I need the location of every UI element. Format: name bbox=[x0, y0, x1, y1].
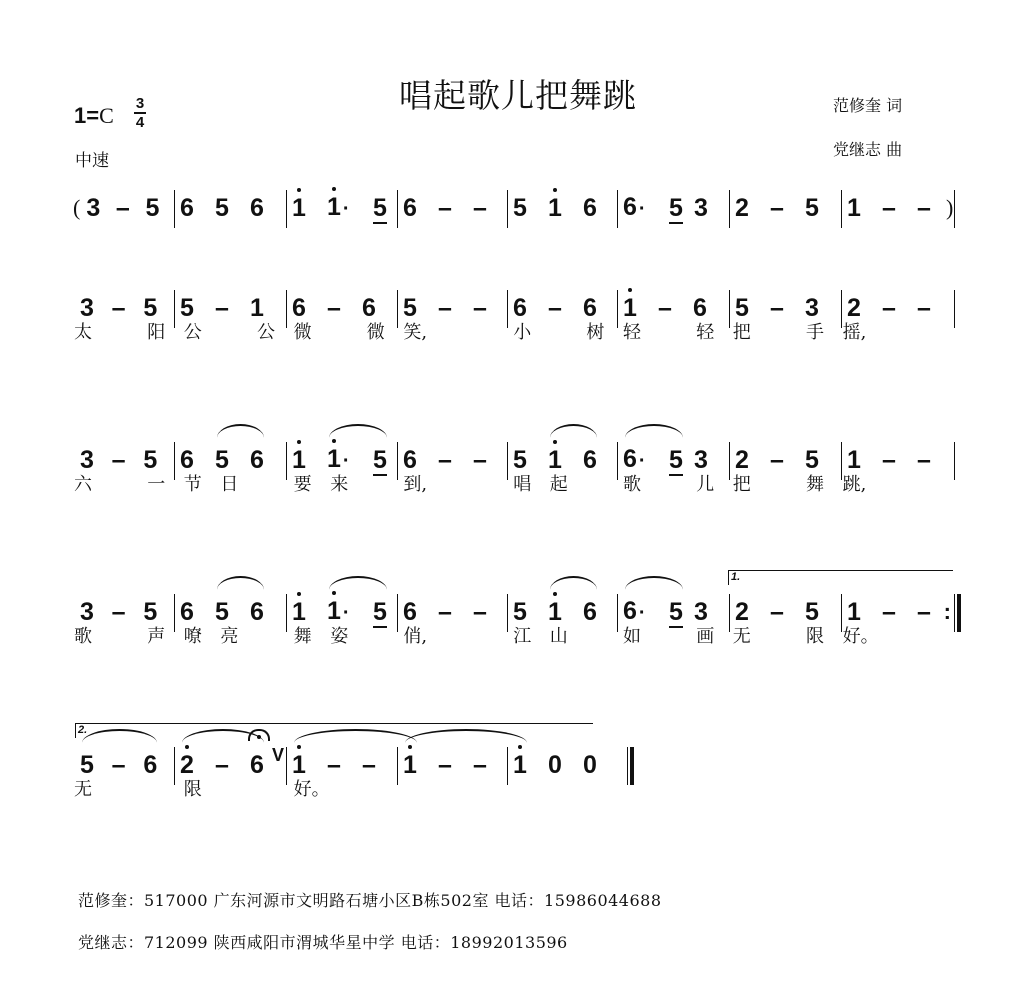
note-digit: 5 bbox=[403, 294, 417, 322]
octave-dot bbox=[628, 288, 632, 292]
note-digit: – bbox=[473, 194, 487, 222]
eighth-underline bbox=[373, 626, 387, 628]
note bbox=[669, 590, 694, 634]
lyric-syllable: 限 bbox=[183, 779, 202, 800]
note-digit: 6 bbox=[583, 194, 597, 222]
note-digit: 6 bbox=[250, 598, 264, 626]
lyric-syllable: 阳 bbox=[147, 322, 166, 343]
note-digit: – bbox=[327, 294, 341, 322]
key-label: 1= bbox=[74, 103, 100, 128]
lyric-syllable: 公 bbox=[183, 322, 202, 343]
octave-dot bbox=[553, 440, 557, 444]
eighth-underline bbox=[669, 474, 683, 476]
note-digit: – bbox=[111, 446, 126, 474]
dash-extension bbox=[112, 438, 144, 482]
dash-extension bbox=[362, 743, 397, 787]
note-digit: 3 bbox=[805, 294, 819, 322]
measure bbox=[730, 186, 842, 230]
dash-extension bbox=[438, 438, 473, 482]
time-bottom: 4 bbox=[135, 114, 145, 131]
note-digit: 5 bbox=[735, 294, 749, 322]
note bbox=[250, 743, 285, 787]
note-digit: – bbox=[770, 446, 784, 474]
note-digit: – bbox=[473, 598, 487, 626]
note-digit: 1 bbox=[623, 294, 637, 322]
note-digit: – bbox=[473, 446, 487, 474]
augmentation-dot: · bbox=[342, 198, 350, 220]
note-digit: 5 bbox=[513, 598, 527, 626]
note bbox=[403, 743, 438, 787]
dash-extension bbox=[327, 743, 362, 787]
note-digit: – bbox=[362, 751, 376, 779]
note bbox=[669, 186, 694, 230]
dash-extension bbox=[112, 590, 144, 634]
lyric-syllable: 树 bbox=[586, 322, 605, 343]
note-digit: 6 bbox=[403, 194, 417, 222]
note bbox=[373, 438, 398, 482]
octave-dot bbox=[332, 187, 336, 191]
note-digit: 2 bbox=[735, 598, 749, 626]
note-digit: 5 bbox=[669, 598, 683, 626]
dash-extension bbox=[770, 590, 805, 634]
breath-mark: V bbox=[272, 745, 285, 765]
slur-arc bbox=[550, 424, 597, 438]
measure bbox=[508, 743, 628, 787]
note-digit: 6 bbox=[362, 294, 376, 322]
slur-arc bbox=[217, 576, 264, 590]
eighth-underline bbox=[373, 222, 387, 224]
note-digit: 1 bbox=[327, 445, 341, 473]
note-digit: – bbox=[111, 751, 126, 779]
note bbox=[373, 590, 398, 634]
lyric-syllable: 画 bbox=[696, 626, 715, 647]
note-digit: 5 bbox=[805, 446, 819, 474]
song-title: 唱起歌儿把舞跳 bbox=[399, 76, 637, 115]
note bbox=[583, 438, 618, 482]
note bbox=[623, 185, 669, 231]
note-digit: 6 bbox=[583, 446, 597, 474]
note-digit: 1 bbox=[292, 446, 306, 474]
time-top: 3 bbox=[135, 95, 145, 112]
note-digit: 6 bbox=[583, 294, 597, 322]
repeat-sign: : bbox=[943, 599, 951, 624]
slur-arc bbox=[625, 424, 683, 438]
note-digit: 2 bbox=[735, 194, 749, 222]
note-digit: 3 bbox=[694, 446, 708, 474]
note-digit: 5 bbox=[513, 446, 527, 474]
note-digit: 5 bbox=[373, 194, 387, 222]
note bbox=[292, 186, 327, 230]
slur-arc bbox=[217, 424, 264, 438]
note-digit: 1 bbox=[513, 751, 527, 779]
open-paren: ( bbox=[73, 195, 81, 220]
dash-extension bbox=[438, 286, 473, 330]
note-digit: – bbox=[115, 194, 130, 222]
dash-extension bbox=[770, 438, 805, 482]
lyric-syllable: 轻 bbox=[623, 322, 641, 343]
note-digit: 5 bbox=[143, 598, 158, 626]
augmentation-dot: · bbox=[638, 198, 646, 220]
note-digit: – bbox=[473, 294, 487, 322]
barline bbox=[954, 442, 956, 480]
note-digit: 3 bbox=[80, 446, 94, 474]
lyricist-credit: 范修奎 词 bbox=[833, 96, 903, 115]
close-paren: ) bbox=[946, 195, 954, 220]
dash-extension bbox=[473, 590, 508, 634]
note-digit: 6 bbox=[180, 446, 194, 474]
note-digit: 5 bbox=[143, 446, 158, 474]
octave-dot bbox=[297, 440, 301, 444]
note-digit: 5 bbox=[215, 194, 229, 222]
dash-extension bbox=[882, 186, 917, 230]
note-digit: – bbox=[438, 446, 452, 474]
lyric-syllable: 山 bbox=[549, 626, 568, 647]
augmentation-dot: · bbox=[342, 450, 350, 472]
lyric-syllable: 轻 bbox=[696, 322, 715, 343]
note-digit: – bbox=[882, 294, 896, 322]
lyric-syllable: 嘹 bbox=[183, 626, 202, 647]
note-digit: – bbox=[770, 194, 784, 222]
lyric-syllable: 节 bbox=[183, 474, 202, 495]
measure bbox=[287, 186, 398, 230]
note bbox=[513, 743, 548, 787]
note-digit: 6 bbox=[623, 597, 637, 625]
note bbox=[86, 186, 116, 230]
lyric-syllable: 跳, bbox=[842, 474, 867, 495]
dash-extension bbox=[438, 186, 473, 230]
note-digit: – bbox=[327, 751, 341, 779]
dash-extension bbox=[770, 186, 805, 230]
dash-extension bbox=[112, 286, 144, 330]
note-digit: 6 bbox=[403, 446, 417, 474]
note-digit: – bbox=[111, 598, 126, 626]
score-line bbox=[75, 743, 628, 787]
measure bbox=[68, 186, 175, 230]
dash-extension bbox=[473, 186, 508, 230]
note-digit: – bbox=[917, 294, 931, 322]
note-digit: 6 bbox=[623, 445, 637, 473]
dash-extension bbox=[473, 743, 508, 787]
lyric-syllable: 小 bbox=[513, 322, 532, 343]
key-signature bbox=[74, 103, 114, 129]
note-digit: 6 bbox=[583, 598, 597, 626]
note bbox=[548, 743, 583, 787]
augmentation-dot: · bbox=[638, 602, 646, 624]
note-digit: 6 bbox=[180, 194, 194, 222]
note-digit: 5 bbox=[215, 598, 229, 626]
note-digit: 1 bbox=[548, 446, 562, 474]
lyric-syllable: 太 bbox=[74, 322, 92, 343]
note-digit: 6 bbox=[623, 193, 637, 221]
lyric-syllable: 公 bbox=[257, 322, 275, 343]
note-digit: 3 bbox=[694, 598, 708, 626]
note-digit: – bbox=[917, 446, 931, 474]
note-digit: 6 bbox=[180, 598, 194, 626]
note bbox=[250, 438, 285, 482]
note bbox=[694, 186, 729, 230]
note-digit: – bbox=[882, 446, 896, 474]
score-line bbox=[68, 186, 955, 230]
barline bbox=[954, 190, 956, 228]
note bbox=[403, 186, 438, 230]
lyric-syllable: 亮 bbox=[220, 626, 239, 647]
note-digit: 2 bbox=[847, 294, 861, 322]
note-digit: – bbox=[917, 194, 931, 222]
note-digit: – bbox=[438, 194, 452, 222]
note-digit: 3 bbox=[80, 598, 94, 626]
octave-dot bbox=[553, 592, 557, 596]
footer-contact-composer: 党继志：712099 陕西咸阳市渭城华星中学 电话：18992013596 bbox=[78, 933, 568, 952]
lyric-syllable: 舞 bbox=[293, 626, 312, 647]
note-digit: 3 bbox=[694, 194, 708, 222]
note bbox=[327, 185, 373, 231]
lyric-syllable: 微 bbox=[366, 322, 385, 343]
note-digit: 5 bbox=[805, 194, 819, 222]
note-digit: 2 bbox=[180, 751, 194, 779]
note-digit: – bbox=[438, 598, 452, 626]
note-digit: 1 bbox=[327, 597, 341, 625]
note-digit: 5 bbox=[145, 194, 160, 222]
lyric-syllable: 歌 bbox=[623, 474, 641, 495]
note-digit: – bbox=[548, 294, 562, 322]
note-digit: – bbox=[882, 194, 896, 222]
octave-dot bbox=[518, 745, 522, 749]
lyric-syllable: 微 bbox=[293, 322, 312, 343]
measure bbox=[508, 186, 618, 230]
lyric-syllable: 好。 bbox=[293, 779, 330, 800]
slur-arc bbox=[550, 576, 597, 590]
dash-extension bbox=[215, 743, 250, 787]
note-digit: 1 bbox=[548, 194, 562, 222]
note-digit: 5 bbox=[513, 194, 527, 222]
dash-extension bbox=[917, 186, 952, 230]
note bbox=[735, 186, 770, 230]
note-digit: 6 bbox=[693, 294, 707, 322]
dash-extension bbox=[215, 286, 250, 330]
dash-extension bbox=[770, 286, 805, 330]
augmentation-dot: · bbox=[638, 450, 646, 472]
dash-extension bbox=[882, 286, 917, 330]
measure bbox=[398, 743, 508, 787]
note-digit: 6 bbox=[403, 598, 417, 626]
lyric-syllable: 日 bbox=[220, 474, 239, 495]
measure bbox=[175, 186, 287, 230]
lyric-syllable: 俏, bbox=[403, 626, 428, 647]
note-digit: 1 bbox=[847, 598, 861, 626]
octave-dot bbox=[297, 592, 301, 596]
octave-dot bbox=[332, 591, 336, 595]
octave-dot bbox=[297, 745, 301, 749]
eighth-underline bbox=[669, 222, 683, 224]
note-digit: 3 bbox=[80, 294, 94, 322]
measure bbox=[398, 186, 508, 230]
repeat-barline bbox=[957, 594, 961, 632]
dash-extension bbox=[473, 438, 508, 482]
note-digit: 6 bbox=[250, 194, 264, 222]
footer-contact-lyricist: 范修奎：517000 广东河源市文明路石塘小区B栋502室 电话：15986044688 bbox=[78, 891, 662, 910]
slur-arc bbox=[625, 576, 683, 590]
note-digit: 6 bbox=[143, 751, 158, 779]
lyric-syllable: 限 bbox=[806, 626, 824, 647]
note-digit: 6 bbox=[250, 751, 264, 779]
note-digit: 5 bbox=[373, 598, 387, 626]
lyric-syllable: 要 bbox=[293, 474, 312, 495]
note-digit: 1 bbox=[403, 751, 417, 779]
note-digit: 1 bbox=[847, 194, 861, 222]
dash-extension bbox=[917, 438, 952, 482]
lyric-syllable: 姿 bbox=[330, 626, 349, 647]
note-digit: 5 bbox=[373, 446, 387, 474]
octave-dot bbox=[297, 188, 301, 192]
note-digit: 5 bbox=[180, 294, 194, 322]
note-digit: – bbox=[917, 598, 931, 626]
dash-extension bbox=[112, 743, 144, 787]
note-digit: 6 bbox=[513, 294, 527, 322]
volta-bracket: 2. bbox=[75, 723, 593, 738]
note-digit: – bbox=[111, 294, 126, 322]
note bbox=[145, 186, 175, 230]
lyric-syllable: 无 bbox=[732, 626, 751, 647]
note bbox=[583, 590, 618, 634]
key-letter: C bbox=[99, 103, 114, 128]
note bbox=[583, 186, 618, 230]
dash-extension bbox=[116, 186, 146, 230]
note-digit: – bbox=[770, 598, 784, 626]
note-digit: – bbox=[438, 294, 452, 322]
note-digit: 1 bbox=[292, 751, 306, 779]
note-digit: 5 bbox=[669, 446, 683, 474]
note-digit: 5 bbox=[143, 294, 158, 322]
note bbox=[847, 186, 882, 230]
note bbox=[373, 186, 398, 230]
lyric-syllable: 笑, bbox=[403, 322, 428, 343]
dash-extension bbox=[438, 743, 473, 787]
note bbox=[250, 186, 285, 230]
final-barline bbox=[630, 747, 634, 785]
barline bbox=[627, 747, 629, 785]
note bbox=[583, 743, 618, 787]
note-digit: – bbox=[770, 294, 784, 322]
slur-arc bbox=[329, 576, 387, 590]
lyric-syllable: 歌 bbox=[74, 626, 92, 647]
dash-extension bbox=[882, 590, 917, 634]
note-digit: 1 bbox=[292, 194, 306, 222]
note-digit: 5 bbox=[669, 194, 683, 222]
lyric-syllable: 好。 bbox=[842, 626, 879, 647]
slur-arc bbox=[329, 424, 387, 438]
measure bbox=[618, 186, 730, 230]
note-digit: – bbox=[215, 294, 229, 322]
note bbox=[215, 186, 250, 230]
note bbox=[143, 743, 175, 787]
note bbox=[805, 186, 840, 230]
octave-dot bbox=[408, 745, 412, 749]
lyric-syllable: 六 bbox=[74, 474, 92, 495]
lyric-syllable: 一 bbox=[147, 474, 166, 495]
time-signature bbox=[134, 95, 146, 131]
tempo-marking: 中速 bbox=[75, 151, 109, 171]
dash-extension bbox=[548, 286, 583, 330]
dash-extension bbox=[917, 286, 952, 330]
eighth-underline bbox=[669, 626, 683, 628]
lyric-syllable: 把 bbox=[732, 322, 751, 343]
dash-extension bbox=[438, 590, 473, 634]
note-digit: 5 bbox=[805, 598, 819, 626]
note-digit: 6 bbox=[292, 294, 306, 322]
note-digit: – bbox=[882, 598, 896, 626]
lyric-syllable: 把 bbox=[732, 474, 751, 495]
measure bbox=[842, 186, 955, 230]
note-digit: – bbox=[215, 751, 229, 779]
lyric-syllable: 如 bbox=[623, 626, 641, 647]
note-digit: 5 bbox=[215, 446, 229, 474]
dash-extension bbox=[327, 286, 362, 330]
note-digit: 2 bbox=[735, 446, 749, 474]
dash-extension bbox=[882, 438, 917, 482]
lyric-syllable: 江 bbox=[513, 626, 532, 647]
note-digit: – bbox=[473, 751, 487, 779]
lyric-syllable: 来 bbox=[330, 474, 349, 495]
note-digit: 1 bbox=[847, 446, 861, 474]
octave-dot bbox=[553, 188, 557, 192]
note-digit: 1 bbox=[250, 294, 264, 322]
note bbox=[669, 438, 694, 482]
note-digit: 1 bbox=[548, 598, 562, 626]
lyric-syllable: 起 bbox=[549, 474, 568, 495]
lyric-syllable: 声 bbox=[147, 626, 166, 647]
note-digit: 0 bbox=[583, 751, 597, 779]
lyric-syllable: 无 bbox=[74, 779, 92, 800]
note-digit: – bbox=[438, 751, 452, 779]
lyric-syllable: 儿 bbox=[696, 474, 715, 495]
composer-credit: 党继志 曲 bbox=[833, 140, 903, 159]
augmentation-dot: · bbox=[342, 602, 350, 624]
eighth-underline bbox=[373, 474, 387, 476]
octave-dot bbox=[332, 439, 336, 443]
note-digit: 5 bbox=[80, 751, 94, 779]
note-digit: 3 bbox=[86, 194, 101, 222]
dash-extension bbox=[658, 286, 693, 330]
octave-dot bbox=[185, 745, 189, 749]
note bbox=[180, 186, 215, 230]
volta-bracket: 1. bbox=[728, 570, 953, 585]
note-digit: 1 bbox=[327, 193, 341, 221]
lyric-syllable: 手 bbox=[806, 322, 824, 343]
dash-extension bbox=[473, 286, 508, 330]
lyric-syllable: 唱 bbox=[513, 474, 532, 495]
note-digit: – bbox=[658, 294, 672, 322]
note-digit: 1 bbox=[292, 598, 306, 626]
note-digit: 0 bbox=[548, 751, 562, 779]
lyric-syllable: 摇, bbox=[842, 322, 867, 343]
note-digit: 6 bbox=[250, 446, 264, 474]
lyric-syllable: 舞 bbox=[806, 474, 824, 495]
note bbox=[548, 186, 583, 230]
barline bbox=[954, 594, 956, 632]
barline bbox=[954, 290, 956, 328]
lyric-syllable: 到, bbox=[403, 474, 428, 495]
note bbox=[250, 590, 285, 634]
note bbox=[513, 186, 548, 230]
